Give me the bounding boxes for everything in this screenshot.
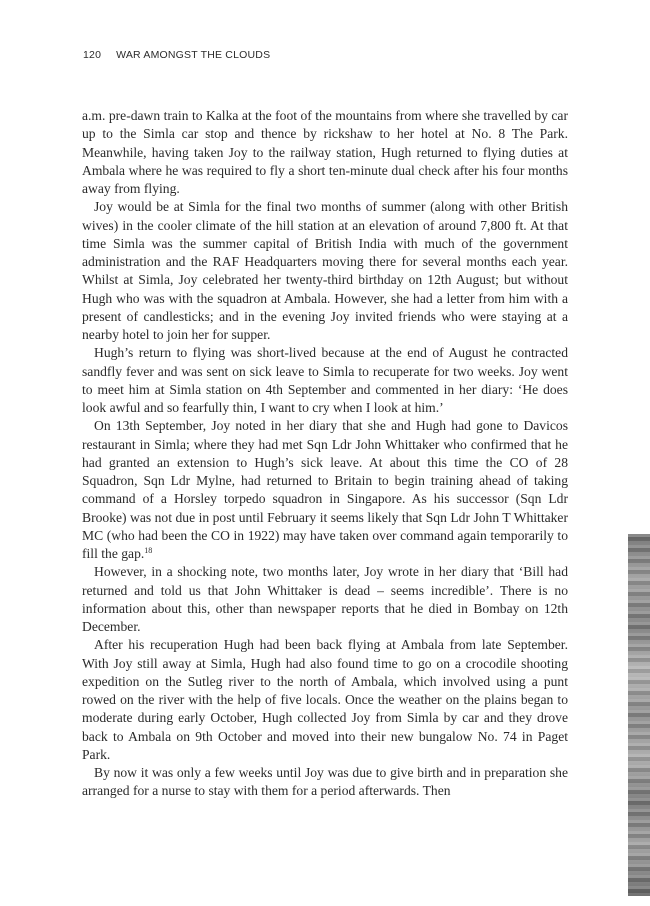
running-head bbox=[83, 49, 270, 61]
paragraph-1: a.m. pre-dawn train to Kalka at the foot of the mountains from where she travelled by car up to the Simla car stop and thence by rickshaw to her hotel at No. 8 The Park. Meanwhile, having taken Joy to the railway station, Hugh returned to flying duties at Ambala where he was required to fly a short ten-minute dual check after his four months away from flying. bbox=[82, 108, 568, 196]
paragraph-4-text: On 13th September, Joy noted in her diary that she and Hugh had gone to Davicos restaurant in Simla; where they had met Sqn Ldr John Whittaker who confirmed that he had granted an extension to Hugh’s sick leave. At about this time the CO of 28 Squadron, Sqn Ldr Mylne, had returned to Britain to begin training ahead of taking command of a Horsley torpedo squadron in Singapore. As his successor (Sqn Ldr Brooke) was not due in post until February it seems likely that Sqn Ldr John T Whittaker MC (who had been the CO in 1922) may have taken over command again temporarily to fill the gap. bbox=[82, 418, 568, 561]
body-text bbox=[82, 107, 568, 801]
paragraph-5: However, in a shocking note, two months later, Joy wrote in her diary that ‘Bill had returned and told us that John Whittaker is dead – seems incredible’. There is no information about this, other than newspaper reports that he died in Bombay on 12th December. bbox=[82, 564, 568, 634]
paragraph-6: After his recuperation Hugh had been back flying at Ambala from late September. With Joy still away at Simla, Hugh had also found time to go on a crocodile shooting expedition on the Sutleg river to the north of Ambala, which involved using a punt rowed on the river with the help of five locals. Once the weather on the plains began to moderate during early October, Hugh collected Joy from Simla by car and they drove back to Ambala on 9th October and moved into their new bungalow No. 74 in Paget Park. bbox=[82, 637, 568, 762]
book-title: WAR AMONGST THE CLOUDS bbox=[116, 49, 271, 61]
paragraph-2: Joy would be at Simla for the final two months of summer (along with other British wives) in the cooler climate of the hill station at an elevation of around 7,800 ft. At that time Simla was the summer capital of British India with much of the government administration and the RAF Headquarters moving there for several months each year. Whilst at Simla, Joy celebrated her twenty-third birthday on 12th August; but without Hugh who was with the squadron at Ambala. However, she had a letter from him with a present of candlesticks; and in the evening Joy invited friends who were staying at a nearby hotel to join her for supper. bbox=[82, 199, 568, 342]
footnote-marker[interactable]: 18 bbox=[144, 546, 153, 555]
paragraph-7: By now it was only a few weeks until Joy was due to give birth and in preparation she arranged for a nurse to stay with them for a period afterwards. Then bbox=[82, 765, 568, 799]
paragraph-3: Hugh’s return to flying was short-lived because at the end of August he contracted sandfly fever and was sent on sick leave to Simla to recuperate for two weeks. Joy went to meet him at Simla station on 4th September and commented in her diary: ‘He does look awful and so fearfully thin, I want to cry when I look at him.’ bbox=[82, 345, 568, 415]
adjacent-page-photo-edge bbox=[628, 534, 650, 896]
paragraph-4 bbox=[82, 417, 568, 563]
page-number: 120 bbox=[83, 49, 102, 61]
